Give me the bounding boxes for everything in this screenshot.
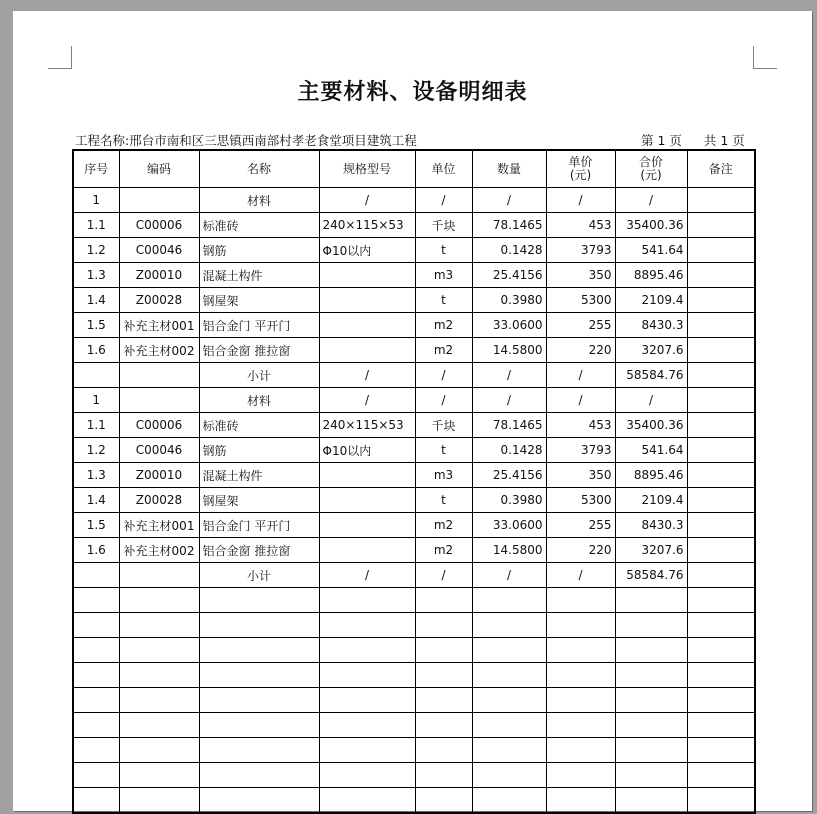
cell-note xyxy=(687,438,755,463)
cell-qty: 33.0600 xyxy=(472,513,546,538)
cell-price: / xyxy=(546,388,615,413)
crop-mark-top-left xyxy=(48,46,72,69)
cell-price: 453 xyxy=(546,413,615,438)
cell-name xyxy=(199,688,319,713)
cell-total: 8895.46 xyxy=(615,463,687,488)
cell-total xyxy=(615,738,687,763)
cell-no: 1.1 xyxy=(73,213,119,238)
cell-no xyxy=(73,738,119,763)
cell-unit xyxy=(415,638,472,663)
cell-no xyxy=(73,763,119,788)
cell-no xyxy=(73,588,119,613)
cell-unit xyxy=(415,588,472,613)
cell-price: 5300 xyxy=(546,488,615,513)
cell-price xyxy=(546,738,615,763)
cell-price: 220 xyxy=(546,338,615,363)
cell-code: Z00028 xyxy=(119,288,199,313)
cell-code: 补充主材001 xyxy=(119,513,199,538)
cell-unit: t xyxy=(415,438,472,463)
cell-code xyxy=(119,188,199,213)
cell-spec xyxy=(319,538,415,563)
cell-name xyxy=(199,613,319,638)
cell-total: 8895.46 xyxy=(615,263,687,288)
cell-price: / xyxy=(546,188,615,213)
cell-qty xyxy=(472,638,546,663)
header-qty xyxy=(472,150,546,188)
cell-no xyxy=(73,713,119,738)
header-note xyxy=(687,150,755,188)
header-unit xyxy=(415,150,472,188)
cell-name: 铝合金窗 推拉窗 xyxy=(199,338,319,363)
cell-no: 1.2 xyxy=(73,238,119,263)
cell-total xyxy=(615,688,687,713)
cell-spec xyxy=(319,663,415,688)
cell-price: 350 xyxy=(546,263,615,288)
cell-no: 1.6 xyxy=(73,338,119,363)
table-row xyxy=(73,338,755,363)
cell-note xyxy=(687,413,755,438)
cell-unit xyxy=(415,738,472,763)
empty-row xyxy=(73,738,755,763)
table-row xyxy=(73,288,755,313)
cell-spec xyxy=(319,738,415,763)
table-row xyxy=(73,238,755,263)
cell-total: / xyxy=(615,188,687,213)
cell-spec xyxy=(319,338,415,363)
cell-code xyxy=(119,638,199,663)
table-body xyxy=(73,188,755,814)
table-header-row xyxy=(73,150,755,188)
cell-total: 541.64 xyxy=(615,238,687,263)
cell-qty xyxy=(472,738,546,763)
cell-spec: / xyxy=(319,363,415,388)
cell-price: 453 xyxy=(546,213,615,238)
cell-price: 3793 xyxy=(546,238,615,263)
cell-price xyxy=(546,688,615,713)
header-label: 规格型号 xyxy=(342,161,391,176)
cell-qty: 78.1465 xyxy=(472,413,546,438)
cell-spec xyxy=(319,713,415,738)
cell-name: 铝合金窗 推拉窗 xyxy=(199,538,319,563)
cell-qty: / xyxy=(472,388,546,413)
cell-name xyxy=(199,713,319,738)
cell-qty xyxy=(472,763,546,788)
cell-total: 8430.3 xyxy=(615,513,687,538)
cell-qty xyxy=(472,688,546,713)
cell-no: 1.5 xyxy=(73,313,119,338)
cell-total: 58584.76 xyxy=(615,563,687,588)
group-row xyxy=(73,188,755,213)
cell-code xyxy=(119,738,199,763)
crop-mark-top-right xyxy=(753,46,777,69)
cell-code: 补充主材001 xyxy=(119,313,199,338)
cell-unit: m2 xyxy=(415,338,472,363)
cell-unit xyxy=(415,663,472,688)
cell-qty: / xyxy=(472,188,546,213)
cell-price: / xyxy=(546,563,615,588)
page-current: 第 1 页 xyxy=(641,133,682,148)
cell-name: 钢筋 xyxy=(199,438,319,463)
cell-qty xyxy=(472,788,546,814)
cell-unit: t xyxy=(415,238,472,263)
cell-qty: 0.1428 xyxy=(472,238,546,263)
cell-unit: m2 xyxy=(415,313,472,338)
cell-unit: 千块 xyxy=(415,413,472,438)
cell-note xyxy=(687,638,755,663)
cell-no: 1 xyxy=(73,188,119,213)
cell-price xyxy=(546,763,615,788)
page-total: 共 1 页 xyxy=(703,133,745,148)
cell-price xyxy=(546,613,615,638)
cell-code xyxy=(119,613,199,638)
cell-code xyxy=(119,588,199,613)
cell-spec xyxy=(319,288,415,313)
cell-unit: t xyxy=(415,288,472,313)
cell-name: 钢屋架 xyxy=(199,288,319,313)
cell-qty xyxy=(472,713,546,738)
cell-spec: / xyxy=(319,388,415,413)
project-name: 邢台市南和区三思镇西南部村孝老食堂项目建筑工程 xyxy=(129,133,417,148)
cell-no: 1.5 xyxy=(73,513,119,538)
empty-row xyxy=(73,638,755,663)
cell-no: 1.1 xyxy=(73,413,119,438)
cell-price xyxy=(546,663,615,688)
cell-no xyxy=(73,363,119,388)
cell-total: 541.64 xyxy=(615,438,687,463)
cell-total: 3207.6 xyxy=(615,538,687,563)
empty-row xyxy=(73,663,755,688)
table-row xyxy=(73,413,755,438)
table-row xyxy=(73,463,755,488)
group-row xyxy=(73,388,755,413)
cell-unit: / xyxy=(415,563,472,588)
cell-note xyxy=(687,788,755,814)
header-label: 合价 xyxy=(638,155,663,169)
cell-note xyxy=(687,263,755,288)
cell-spec: / xyxy=(319,563,415,588)
cell-spec: Φ10以内 xyxy=(319,238,415,263)
header-no xyxy=(73,150,119,188)
cell-name: 混凝土构件 xyxy=(199,263,319,288)
project-line xyxy=(75,131,417,149)
cell-code xyxy=(119,713,199,738)
cell-price xyxy=(546,788,615,814)
cell-code xyxy=(119,563,199,588)
header-spec xyxy=(319,150,415,188)
cell-spec: / xyxy=(319,188,415,213)
cell-qty: 0.1428 xyxy=(472,438,546,463)
cell-spec xyxy=(319,638,415,663)
cell-total xyxy=(615,713,687,738)
cell-qty: 14.5800 xyxy=(472,338,546,363)
header-unit-label: (元) xyxy=(569,168,592,182)
cell-code xyxy=(119,763,199,788)
table-row xyxy=(73,263,755,288)
cell-unit: m3 xyxy=(415,263,472,288)
cell-code: Z00028 xyxy=(119,488,199,513)
cell-code xyxy=(119,788,199,814)
cell-name: 钢筋 xyxy=(199,238,319,263)
table-row xyxy=(73,513,755,538)
cell-note xyxy=(687,513,755,538)
cell-spec: 240×115×53 xyxy=(319,213,415,238)
header-code xyxy=(119,150,199,188)
cell-name: 铝合金门 平开门 xyxy=(199,513,319,538)
subtotal-row xyxy=(73,563,755,588)
header-label: 名称 xyxy=(246,161,271,176)
cell-total xyxy=(615,763,687,788)
cell-qty: 25.4156 xyxy=(472,463,546,488)
header-label: 数量 xyxy=(496,161,521,176)
header-label: 序号 xyxy=(84,161,109,176)
document-page xyxy=(13,11,812,811)
header-label: 单价 xyxy=(568,155,593,169)
cell-total xyxy=(615,788,687,814)
cell-total xyxy=(615,613,687,638)
cell-price: / xyxy=(546,363,615,388)
cell-no: 1.2 xyxy=(73,438,119,463)
cell-code xyxy=(119,363,199,388)
cell-total xyxy=(615,663,687,688)
cell-total: 3207.6 xyxy=(615,338,687,363)
cell-price: 350 xyxy=(546,463,615,488)
cell-qty: / xyxy=(472,563,546,588)
cell-name: 铝合金门 平开门 xyxy=(199,313,319,338)
cell-note xyxy=(687,388,755,413)
cell-price xyxy=(546,588,615,613)
table-row xyxy=(73,438,755,463)
cell-spec xyxy=(319,688,415,713)
cell-code: 补充主材002 xyxy=(119,338,199,363)
cell-total: 8430.3 xyxy=(615,313,687,338)
header-price xyxy=(546,150,615,188)
cell-qty xyxy=(472,613,546,638)
cell-name: 小计 xyxy=(199,563,319,588)
cell-qty: / xyxy=(472,363,546,388)
cell-note xyxy=(687,688,755,713)
empty-row xyxy=(73,713,755,738)
cell-unit: / xyxy=(415,363,472,388)
cell-qty: 33.0600 xyxy=(472,313,546,338)
cell-name xyxy=(199,788,319,814)
cell-unit: m2 xyxy=(415,538,472,563)
cell-total: 58584.76 xyxy=(615,363,687,388)
cell-no xyxy=(73,638,119,663)
table-row xyxy=(73,538,755,563)
cell-spec xyxy=(319,763,415,788)
empty-row xyxy=(73,763,755,788)
table-row xyxy=(73,313,755,338)
empty-row xyxy=(73,688,755,713)
cell-code: Z00010 xyxy=(119,463,199,488)
cell-note xyxy=(687,538,755,563)
cell-name xyxy=(199,738,319,763)
cell-qty: 0.3980 xyxy=(472,288,546,313)
empty-row xyxy=(73,788,755,814)
cell-unit: m3 xyxy=(415,463,472,488)
header-label: 编码 xyxy=(146,161,171,176)
cell-price: 5300 xyxy=(546,288,615,313)
cell-name xyxy=(199,638,319,663)
cell-name: 钢屋架 xyxy=(199,488,319,513)
cell-no xyxy=(73,563,119,588)
header-label: 单位 xyxy=(431,161,456,176)
cell-code xyxy=(119,388,199,413)
cell-code: C00006 xyxy=(119,413,199,438)
cell-price: 255 xyxy=(546,513,615,538)
cell-total xyxy=(615,588,687,613)
cell-unit: / xyxy=(415,188,472,213)
cell-spec xyxy=(319,263,415,288)
cell-note xyxy=(687,288,755,313)
cell-name xyxy=(199,588,319,613)
cell-qty: 25.4156 xyxy=(472,263,546,288)
cell-qty: 0.3980 xyxy=(472,488,546,513)
cell-qty: 14.5800 xyxy=(472,538,546,563)
cell-no: 1.4 xyxy=(73,488,119,513)
table-row xyxy=(73,213,755,238)
cell-unit: m2 xyxy=(415,513,472,538)
cell-note xyxy=(687,613,755,638)
cell-no: 1.6 xyxy=(73,538,119,563)
cell-spec: 240×115×53 xyxy=(319,413,415,438)
cell-price: 3793 xyxy=(546,438,615,463)
header-unit-label: (元) xyxy=(640,168,662,182)
cell-note xyxy=(687,713,755,738)
cell-name: 材料 xyxy=(199,188,319,213)
cell-spec: Φ10以内 xyxy=(319,438,415,463)
cell-spec xyxy=(319,788,415,814)
table-row xyxy=(73,488,755,513)
cell-no xyxy=(73,663,119,688)
cell-unit xyxy=(415,788,472,814)
cell-no: 1.4 xyxy=(73,288,119,313)
cell-note xyxy=(687,738,755,763)
cell-note xyxy=(687,338,755,363)
cell-unit: t xyxy=(415,488,472,513)
cell-spec xyxy=(319,588,415,613)
header-name xyxy=(199,150,319,188)
cell-unit xyxy=(415,613,472,638)
cell-spec xyxy=(319,463,415,488)
cell-name: 混凝土构件 xyxy=(199,463,319,488)
cell-name: 材料 xyxy=(199,388,319,413)
cell-price: 255 xyxy=(546,313,615,338)
cell-total: 35400.36 xyxy=(615,413,687,438)
empty-row xyxy=(73,588,755,613)
cell-name: 标准砖 xyxy=(199,213,319,238)
cell-code: C00046 xyxy=(119,438,199,463)
cell-code xyxy=(119,688,199,713)
cell-code: Z00010 xyxy=(119,263,199,288)
cell-unit: 千块 xyxy=(415,213,472,238)
document-title: 主要材料、设备明细表 xyxy=(297,79,528,105)
cell-name: 标准砖 xyxy=(199,413,319,438)
cell-note xyxy=(687,213,755,238)
cell-qty xyxy=(472,663,546,688)
cell-price xyxy=(546,713,615,738)
cell-price xyxy=(546,638,615,663)
cell-total xyxy=(615,638,687,663)
cell-spec xyxy=(319,613,415,638)
cell-note xyxy=(687,563,755,588)
cell-total: / xyxy=(615,388,687,413)
cell-code: 补充主材002 xyxy=(119,538,199,563)
cell-code: C00046 xyxy=(119,238,199,263)
cell-note xyxy=(687,313,755,338)
cell-no: 1 xyxy=(73,388,119,413)
cell-no xyxy=(73,613,119,638)
cell-no xyxy=(73,688,119,713)
header-total xyxy=(615,150,687,188)
cell-spec xyxy=(319,513,415,538)
cell-code: C00006 xyxy=(119,213,199,238)
cell-price: 220 xyxy=(546,538,615,563)
header-label: 备注 xyxy=(708,161,733,176)
cell-no: 1.3 xyxy=(73,263,119,288)
empty-row xyxy=(73,613,755,638)
cell-name xyxy=(199,663,319,688)
cell-no: 1.3 xyxy=(73,463,119,488)
cell-qty: 78.1465 xyxy=(472,213,546,238)
cell-note xyxy=(687,363,755,388)
cell-name xyxy=(199,763,319,788)
cell-code xyxy=(119,663,199,688)
cell-note xyxy=(687,188,755,213)
cell-name: 小计 xyxy=(199,363,319,388)
project-label: 工程名称: xyxy=(75,133,130,148)
cell-qty xyxy=(472,588,546,613)
subtotal-row xyxy=(73,363,755,388)
cell-total: 35400.36 xyxy=(615,213,687,238)
cell-note xyxy=(687,663,755,688)
cell-note xyxy=(687,488,755,513)
page-info xyxy=(641,131,745,149)
cell-no xyxy=(73,788,119,814)
cell-total: 2109.4 xyxy=(615,288,687,313)
cell-note xyxy=(687,463,755,488)
cell-unit: / xyxy=(415,388,472,413)
cell-total: 2109.4 xyxy=(615,488,687,513)
cell-note xyxy=(687,588,755,613)
cell-unit xyxy=(415,763,472,788)
cell-spec xyxy=(319,313,415,338)
cell-unit xyxy=(415,688,472,713)
cell-note xyxy=(687,238,755,263)
cell-spec xyxy=(319,488,415,513)
cell-note xyxy=(687,763,755,788)
cell-unit xyxy=(415,713,472,738)
materials-table xyxy=(72,149,756,814)
